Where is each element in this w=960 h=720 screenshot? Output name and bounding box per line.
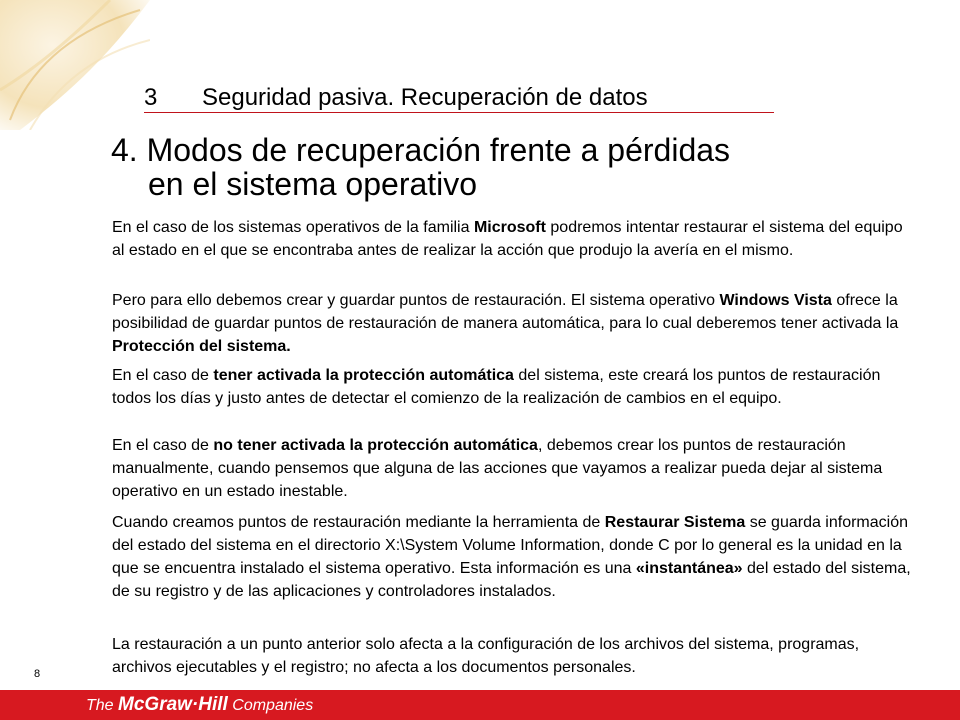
p3-text-1: En el caso de (112, 367, 214, 384)
p5-text-2: se guarda información del estado del sistema en el directorio X:\System Volume Information, donde C por lo general es la unidad en la que se encuentra instalado el sistema operativo. Esta información es una (112, 514, 909, 577)
paragraph-5 (112, 511, 917, 603)
p6-text-1: La restauración a un punto anterior solo afecta a la configuración de los archivos del sistema, programas, archivos ejecutables y el registro; no afecta a los documentos personales. (112, 636, 860, 676)
chapter-header (144, 84, 774, 113)
paragraph-4 (112, 434, 917, 503)
p1-text-1: En el caso de los sistemas operativos de la familia (112, 219, 474, 236)
logo-mcgraw-hill: McGraw·Hill (118, 694, 228, 715)
p3-bold-1: tener activada la protección automática (213, 367, 514, 384)
p5-bold-1: Restaurar Sistema (604, 514, 746, 531)
footer-bar (0, 690, 960, 720)
p1-bold-1: Microsoft (473, 219, 546, 236)
p5-text-1: Cuando creamos puntos de restauración mediante la herramienta de (112, 514, 605, 531)
p4-text-2: , debemos crear los puntos de restauración manualmente, cuando pensemos que alguna de las acciones que vayamos a realizar pueda dejar al sistema operativo en un estado inestable. (112, 437, 883, 500)
publisher-logo (86, 695, 313, 716)
heading-line-2: en el sistema operativo (148, 166, 478, 202)
paragraph-6 (112, 633, 917, 679)
decorative-swirl (0, 0, 150, 130)
page-number: 8 (34, 668, 41, 680)
p4-bold-1: no tener activada la protección automática (213, 437, 538, 454)
p1-text-2: podremos intentar restaurar el sistema del equipo al estado en el que se encontraba antes de realizar la acción que produjo la avería en el mismo. (112, 219, 903, 259)
paragraph-2 (112, 289, 917, 358)
p2-text-2: ofrece la posibilidad de guardar puntos de restauración de manera automática, para lo cual deberemos tener activada la (112, 292, 899, 332)
p4-text-1: En el caso de (112, 437, 214, 454)
logo-companies: Companies (227, 697, 314, 714)
p5-text-3: del estado del sistema, de su registro y de las aplicaciones y controladores instalados. (112, 560, 911, 600)
chapter-number: 3 (144, 84, 158, 111)
p3-text-2: del sistema, este creará los puntos de restauración todos los días y justo antes de detectar el comienzo de la realización de cambios en el equipo. (112, 367, 881, 407)
paragraph-3 (112, 364, 917, 410)
p2-bold-2: Protección del sistema. (112, 338, 291, 355)
p2-text-1: Pero para ello debemos crear y guardar puntos de restauración. El sistema operativo (112, 292, 720, 309)
chapter-title: Seguridad pasiva. Recuperación de datos (202, 84, 648, 111)
p2-bold-1: Windows Vista (719, 292, 832, 309)
paragraph-1 (112, 216, 917, 262)
p5-bold-2: «instantánea» (635, 560, 743, 577)
heading-line-1: 4. Modos de recuperación frente a pérdidas (111, 132, 731, 168)
section-heading (111, 133, 730, 201)
logo-the: The (86, 697, 119, 714)
